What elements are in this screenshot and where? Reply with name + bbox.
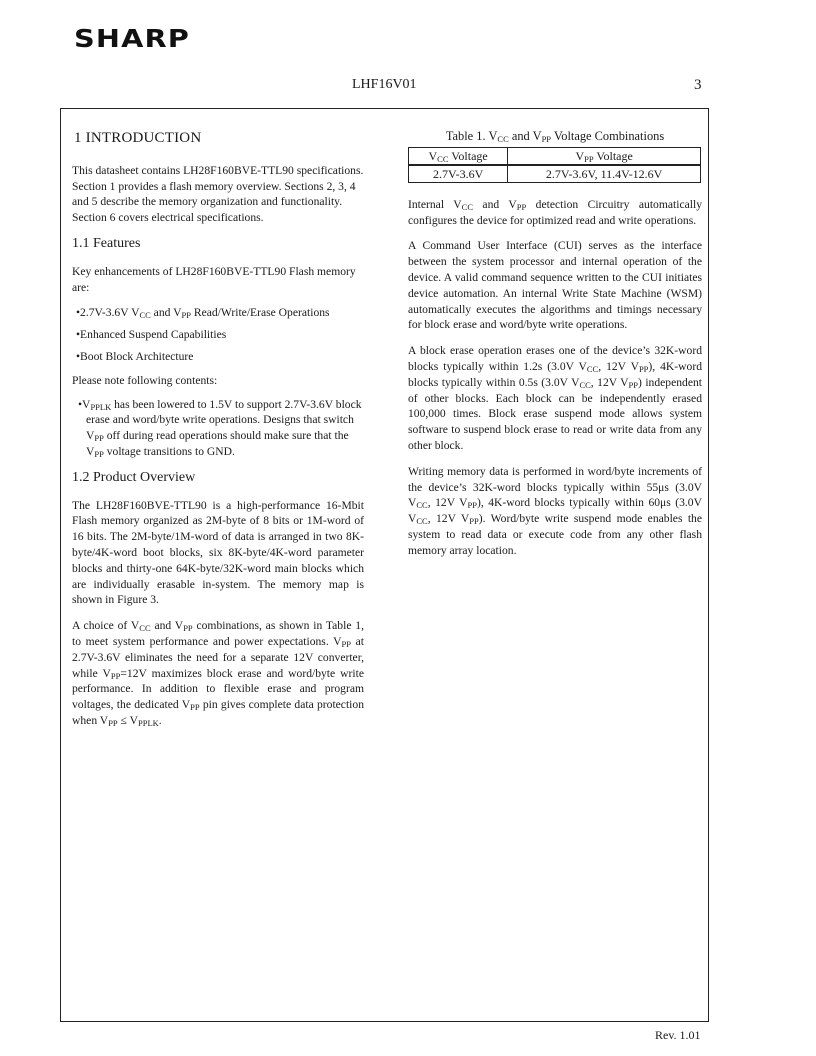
features-heading: 1.1 Features <box>72 235 141 251</box>
right-column <box>408 129 702 569</box>
feature-bullet-suspend: •Enhanced Suspend Capabilities <box>76 328 227 342</box>
writing-memory-paragraph: Writing memory data is performed in word/byte increments of the device’s 32K-word blocks typically within 55μs (3.0V $V_{CC}$, 12V $V_{PP}$), 4K-word blocks typically within 60μs (3.0V $V_{CC}$, 12V $V_{PP}$). Word/byte write suspend mode enables the system to read data or execute code from any other flash memory array location. <box>408 464 702 557</box>
choice-paragraph: A choice of $V_{CC}$ and $V_{PP}$ combinations, as shown in Table 1, to meet system performance and power expectations. $V_{PP}$ at 2.7V-3.6V eliminates the need for a separate 12V converter, while $V_{PP}=12V$ maximizes block erase and word/byte write performance. In addition to flexible erase and program voltages, the dedicated $V_{PP}$ pin gives complete data protection when $V_{PP} \le V_{PPLK}$. <box>72 619 365 728</box>
table-row <box>409 165 701 183</box>
overview-heading: 1.2 Product Overview <box>72 469 196 485</box>
cui-paragraph: A Command User Interface (CUI) serves as the interface between the system processor and internal operation of the device. A valid command sequence written to the CUI initiates device automation. An internal Write State Machine (WSM) automatically executes the algorithms and timings necessary for block erase and word/byte write operations. <box>408 239 702 332</box>
revision-label: Rev. 1.01 <box>655 1028 701 1042</box>
voltage-combinations-table <box>408 147 701 183</box>
internal-detection-paragraph: Internal $V_{CC}$ and $V_{PP}$ detection Circuitry automatically configures the device for optimized read and write operations. <box>408 197 702 227</box>
feature-bullet-voltage: •2.7V-3.6V $V_{CC}$ and $V_{PP}$ Read/Write/Erase Operations <box>76 306 330 321</box>
vcc-value: 2.7V-3.6V <box>409 165 508 183</box>
table-header-row <box>409 147 701 165</box>
overview-paragraph: The LH28F160BVE-TTL90 is a high-performance 16-Mbit Flash memory organized as 2M-byte of 8 bits or 1M-word of 16 bits. The 2M-byte/1M-word of data is arranged in two 8K-byte/4K-word boot blocks, six 8K-byte/4K-word parameter blocks and thirty-one 64K-byte/32K-word main blocks which are individually erasable in-system. The memory map is shown in Figure 3. <box>72 498 364 607</box>
features-intro: Key enhancements of LH28F160BVE-TTL90 Flash memory are: <box>72 264 356 294</box>
table-caption: Table 1. $V_{CC}$ and $V_{PP}$ Voltage Combinations <box>445 129 665 144</box>
intro-paragraph: This datasheet contains LH28F160BVE-TTL90 specifications. Section 1 provides a flash memory overview. Sections 2, 3, 4 and 5 describe the memory organization and functionality. Section 6 covers electrical specifications. <box>72 163 364 225</box>
vpp-voltage-header: $V_{PP}$ Voltage <box>508 147 701 165</box>
document-id: LHF16V01 <box>352 77 417 92</box>
vcc-voltage-header: $V_{CC}$ Voltage <box>409 147 508 165</box>
page-number: 3 <box>694 77 702 93</box>
section-title: 1 INTRODUCTION <box>74 130 202 146</box>
note-vpplk: $•V_{PPLK}$ has been lowered to 1.5V to support 2.7V-3.6V block erase and word/byte write operations. Designs that switch $V_{PP}$ off during read operations should make sure that the $V_{PP}$ voltage transitions to GND. <box>78 397 362 459</box>
left-column <box>72 131 364 739</box>
vpp-value: 2.7V-3.6V, 11.4V-12.6V <box>508 165 701 183</box>
block-erase-paragraph: A block erase operation erases one of the device’s 32K-word blocks typically within 1.2s (3.0V $V_{CC}$, 12V $V_{PP}$), 4K-word blocks typically within 0.5s (3.0V $V_{CC}$, 12V $V_{PP}$) independent of other blocks. Each block can be independently erased 100,000 times. Block erase suspend mode allows system software to suspend block erase to read or write data from any other block. <box>408 344 702 452</box>
sharp-logo: SHARP <box>74 24 190 53</box>
note-heading: Please note following contents: <box>72 373 218 387</box>
feature-bullet-boot-block: •Boot Block Architecture <box>76 349 194 363</box>
